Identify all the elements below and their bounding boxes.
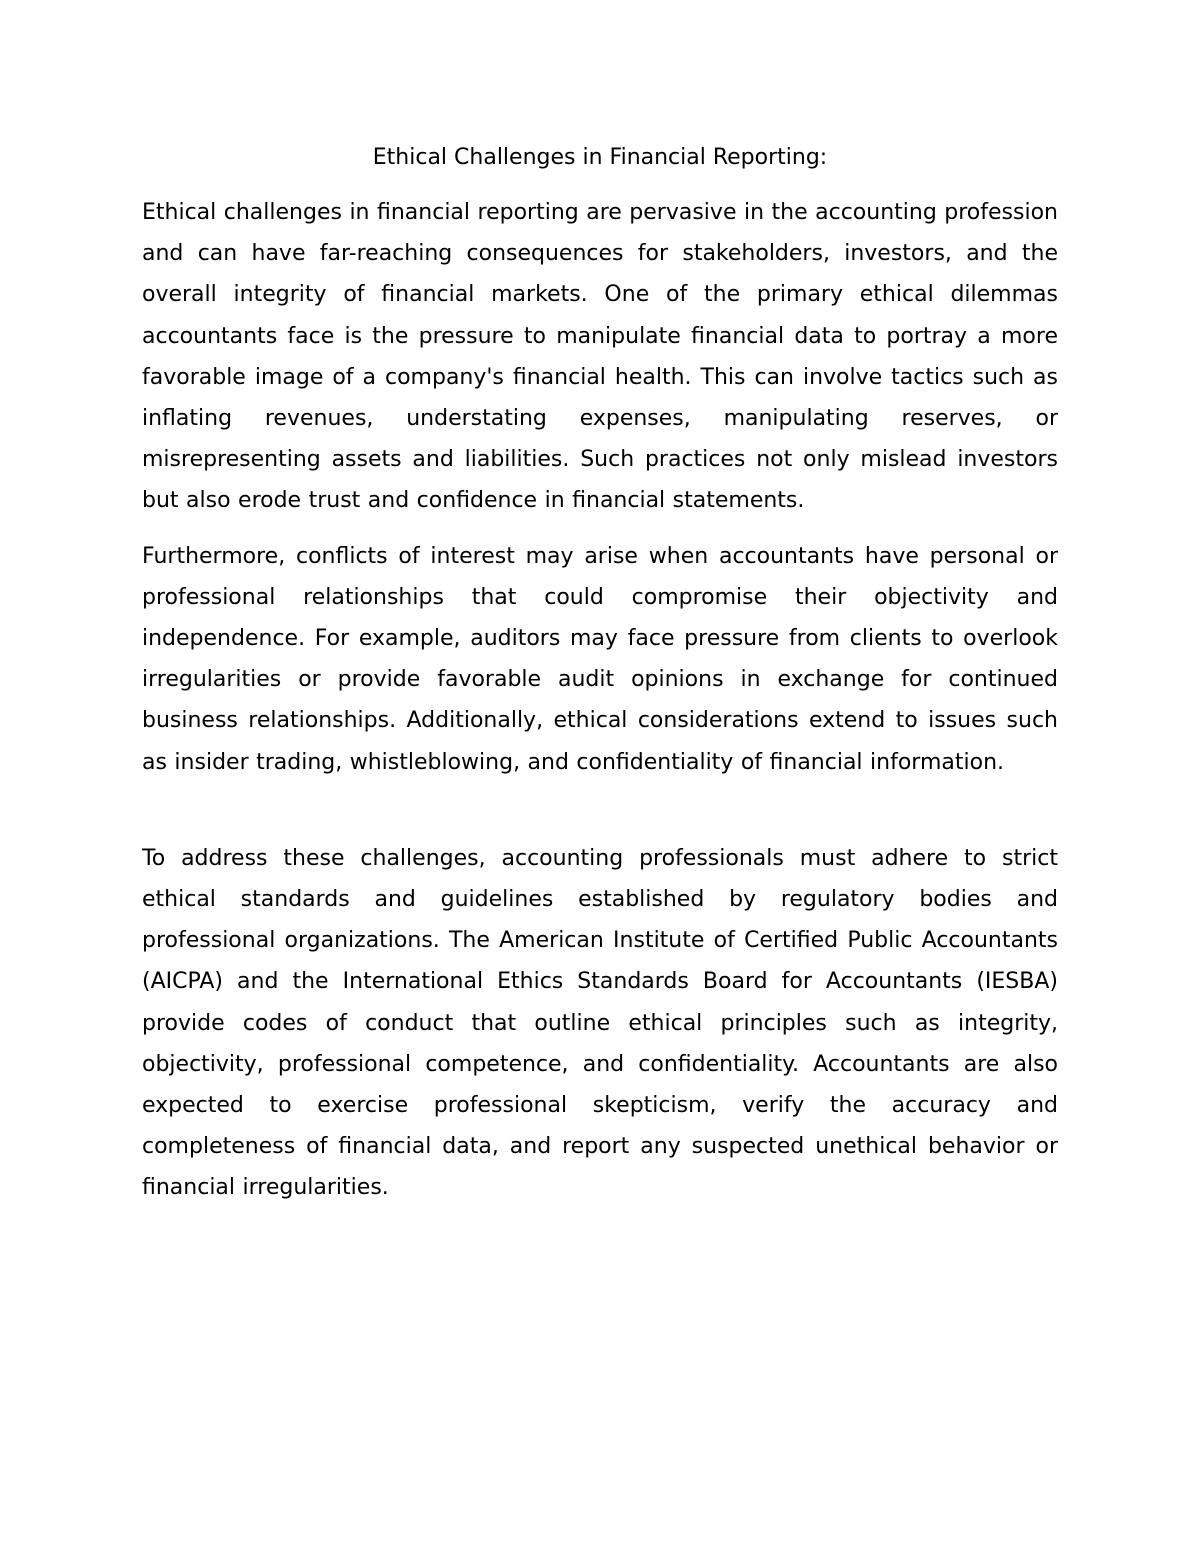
document-body (142, 137, 1058, 1209)
document-title: Ethical Challenges in Financial Reporting: (372, 145, 828, 170)
paragraph-ethical-challenges: Ethical challenges in financial reporting are pervasive in the accounting profession and can have far-reaching consequences for stakeholders, investors, and the overall integrity of financial markets. One of the primary ethical dilemmas accountants face is the pressure to manipulate financial data to portray a more favorable image of a company's financial health. This can involve tactics such as inflating revenues, understating expenses, manipulating reserves, or misrepresenting assets and liabilities. Such practices not only mislead investors but also erode trust and confidence in financial statements. (142, 200, 1058, 514)
paragraph-conflicts-of-interest: Furthermore, conflicts of interest may arise when accountants have personal or professional relationships that could compromise their objectivity and independence. For example, auditors may face pressure from clients to overlook irregularities or provide favorable audit opinions in exchange for continued business relationships. Additionally, ethical considerations extend to issues such as insider trading, whistleblowing, and confidentiality of financial information. (142, 543, 1058, 775)
paragraph-addressing-challenges: To address these challenges, accounting professionals must adhere to strict ethical standards and guidelines established by regulatory bodies and professional organizations. The American Institute of Certified Public Accountants (AICPA) and the International Ethics Standards Board for Accountants (IESBA) provide codes of conduct that outline ethical principles such as integrity, objectivity, professional competence, and confidentiality. Accountants are also expected to exercise professional skepticism, verify the accuracy and completeness of financial data, and report any suspected unethical behavior or financial irregularities. (142, 845, 1058, 1201)
